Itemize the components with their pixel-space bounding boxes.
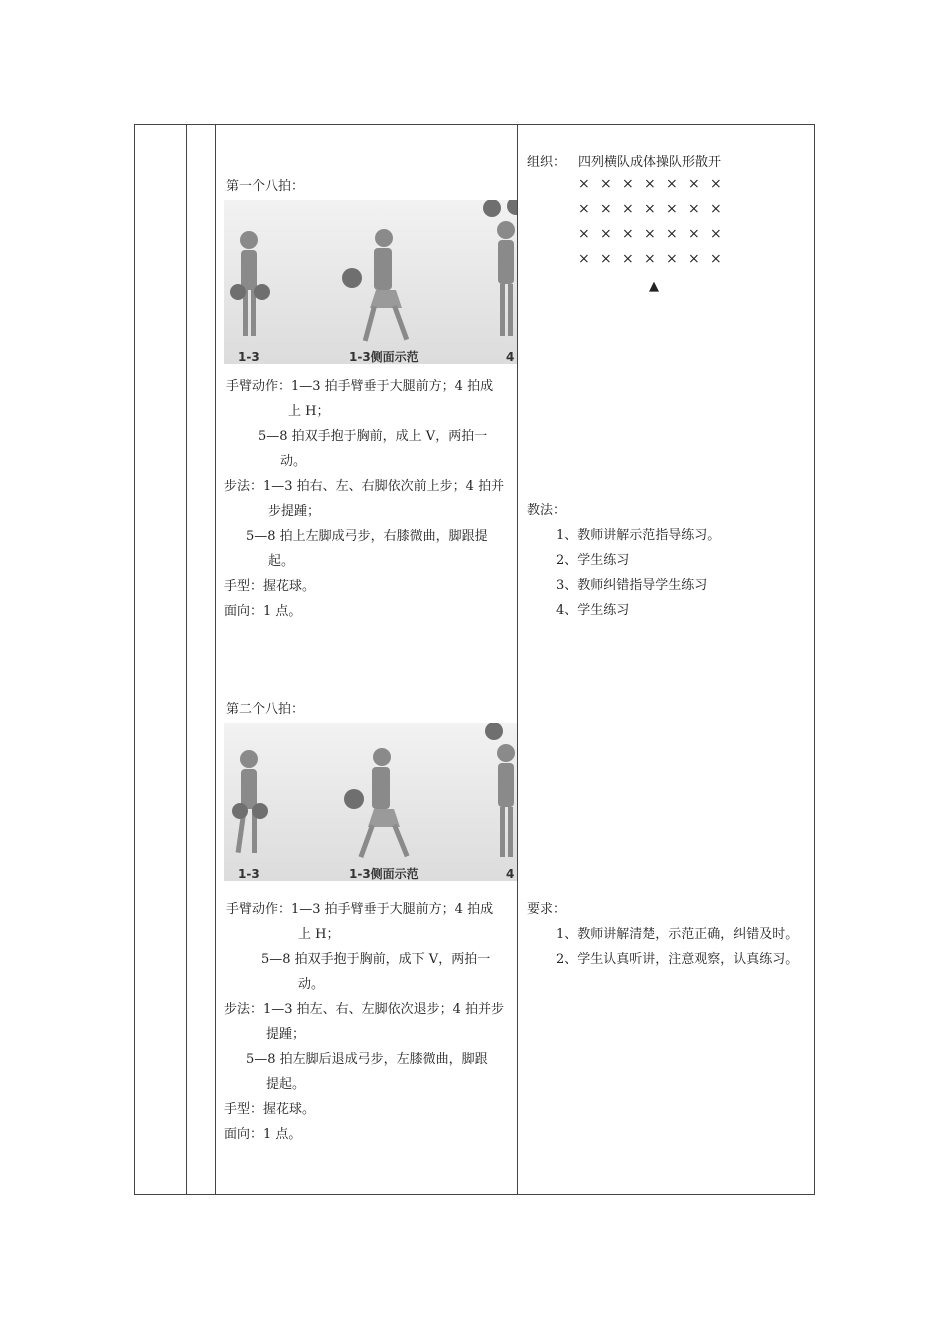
section2-line-7: 5—8 拍左脚后退成弓步，左膝微曲，脚跟 bbox=[246, 1052, 488, 1067]
section1-demo-photo bbox=[224, 200, 517, 364]
formation-mark: × bbox=[666, 201, 678, 217]
section1-title: 第一个八拍： bbox=[226, 179, 305, 194]
formation-mark: × bbox=[578, 201, 590, 217]
section1-line-10: 面向：1 点。 bbox=[224, 604, 302, 619]
method-label: 教法： bbox=[527, 503, 567, 518]
formation-mark: × bbox=[688, 176, 700, 192]
section2-line-4: 动。 bbox=[298, 977, 325, 992]
section2-title: 第二个八拍： bbox=[226, 702, 305, 717]
formation-mark: × bbox=[666, 176, 678, 192]
photo-caption-left: 1-3 bbox=[238, 350, 260, 364]
section2-line-6: 提踵； bbox=[266, 1027, 306, 1042]
formation-mark: × bbox=[600, 201, 612, 217]
formation-mark: × bbox=[710, 226, 722, 242]
section1-line-3: 5—8 拍双手抱于胸前，成上 V，两拍一 bbox=[258, 429, 488, 444]
section2-demo-photo bbox=[224, 723, 517, 881]
section1-line-2: 上 H； bbox=[288, 404, 330, 419]
column-divider-2 bbox=[215, 124, 216, 1195]
column-divider-3 bbox=[517, 124, 518, 1195]
requirements-item-1: 1、教师讲解清楚，示范正确，纠错及时。 bbox=[556, 927, 799, 942]
section2-line-9: 手型：握花球。 bbox=[224, 1102, 316, 1117]
photo-caption-right: 4 bbox=[506, 350, 515, 364]
method-item-4: 4、学生练习 bbox=[556, 603, 630, 618]
formation-mark: × bbox=[644, 251, 656, 267]
formation-mark: × bbox=[666, 226, 678, 242]
formation-mark: × bbox=[710, 251, 722, 267]
formation-mark: × bbox=[578, 226, 590, 242]
requirements-item-2: 2、学生认真听讲，注意观察，认真练习。 bbox=[556, 952, 799, 967]
method-item-3: 3、教师纠错指导学生练习 bbox=[556, 578, 708, 593]
section2-line-5: 步法：1—3 拍左、右、左脚依次退步；4 拍并步 bbox=[224, 1002, 505, 1017]
formation-mark: × bbox=[688, 251, 700, 267]
organization-text: 四列横队成体操队形散开 bbox=[578, 155, 722, 170]
section2-line-10: 面向：1 点。 bbox=[224, 1127, 302, 1142]
photo-caption-center: 1-3侧面示范 bbox=[349, 350, 419, 364]
method-item-1: 1、教师讲解示范指导练习。 bbox=[556, 528, 721, 543]
organization-label: 组织： bbox=[527, 155, 567, 170]
section1-line-7: 5—8 拍上左脚成弓步，右膝微曲，脚跟提 bbox=[246, 529, 488, 544]
teacher-position-marker: ▲ bbox=[649, 279, 659, 294]
photo-caption-right: 4 bbox=[506, 867, 515, 881]
formation-row-1 bbox=[578, 176, 732, 192]
formation-mark: × bbox=[710, 201, 722, 217]
cheerleader-illustration bbox=[224, 723, 517, 881]
photo-caption-left: 1-3 bbox=[238, 867, 260, 881]
section1-line-5: 步法：1—3 拍右、左、右脚依次前上步；4 拍并 bbox=[224, 479, 505, 494]
formation-mark: × bbox=[688, 226, 700, 242]
formation-mark: × bbox=[710, 176, 722, 192]
section2-line-8: 提起。 bbox=[266, 1077, 306, 1092]
formation-mark: × bbox=[578, 176, 590, 192]
formation-mark: × bbox=[644, 176, 656, 192]
formation-mark: × bbox=[622, 226, 634, 242]
formation-row-2 bbox=[578, 201, 732, 217]
section1-line-1: 手臂动作：1—3 拍手臂垂于大腿前方；4 拍成 bbox=[226, 379, 494, 394]
formation-mark: × bbox=[622, 251, 634, 267]
column-divider-1 bbox=[186, 124, 187, 1195]
section2-line-1: 手臂动作：1—3 拍手臂垂于大腿前方；4 拍成 bbox=[226, 902, 494, 917]
method-item-2: 2、学生练习 bbox=[556, 553, 630, 568]
formation-mark: × bbox=[622, 176, 634, 192]
formation-row-3 bbox=[578, 226, 732, 242]
section2-line-2: 上 H； bbox=[298, 927, 340, 942]
formation-mark: × bbox=[644, 226, 656, 242]
section2-line-3: 5—8 拍双手抱于胸前，成下 V，两拍一 bbox=[261, 952, 491, 967]
section1-line-9: 手型：握花球。 bbox=[224, 579, 316, 594]
formation-mark: × bbox=[600, 251, 612, 267]
section1-line-4: 动。 bbox=[280, 454, 307, 469]
formation-mark: × bbox=[600, 176, 612, 192]
photo-caption-center: 1-3侧面示范 bbox=[349, 867, 419, 881]
formation-mark: × bbox=[578, 251, 590, 267]
requirements-label: 要求： bbox=[527, 902, 567, 917]
formation-row-4 bbox=[578, 251, 732, 267]
formation-mark: × bbox=[688, 201, 700, 217]
section1-line-6: 步提踵； bbox=[268, 504, 321, 519]
section1-line-8: 起。 bbox=[268, 554, 295, 569]
cheerleader-illustration bbox=[224, 200, 517, 364]
formation-mark: × bbox=[666, 251, 678, 267]
formation-mark: × bbox=[622, 201, 634, 217]
formation-mark: × bbox=[600, 226, 612, 242]
formation-mark: × bbox=[644, 201, 656, 217]
